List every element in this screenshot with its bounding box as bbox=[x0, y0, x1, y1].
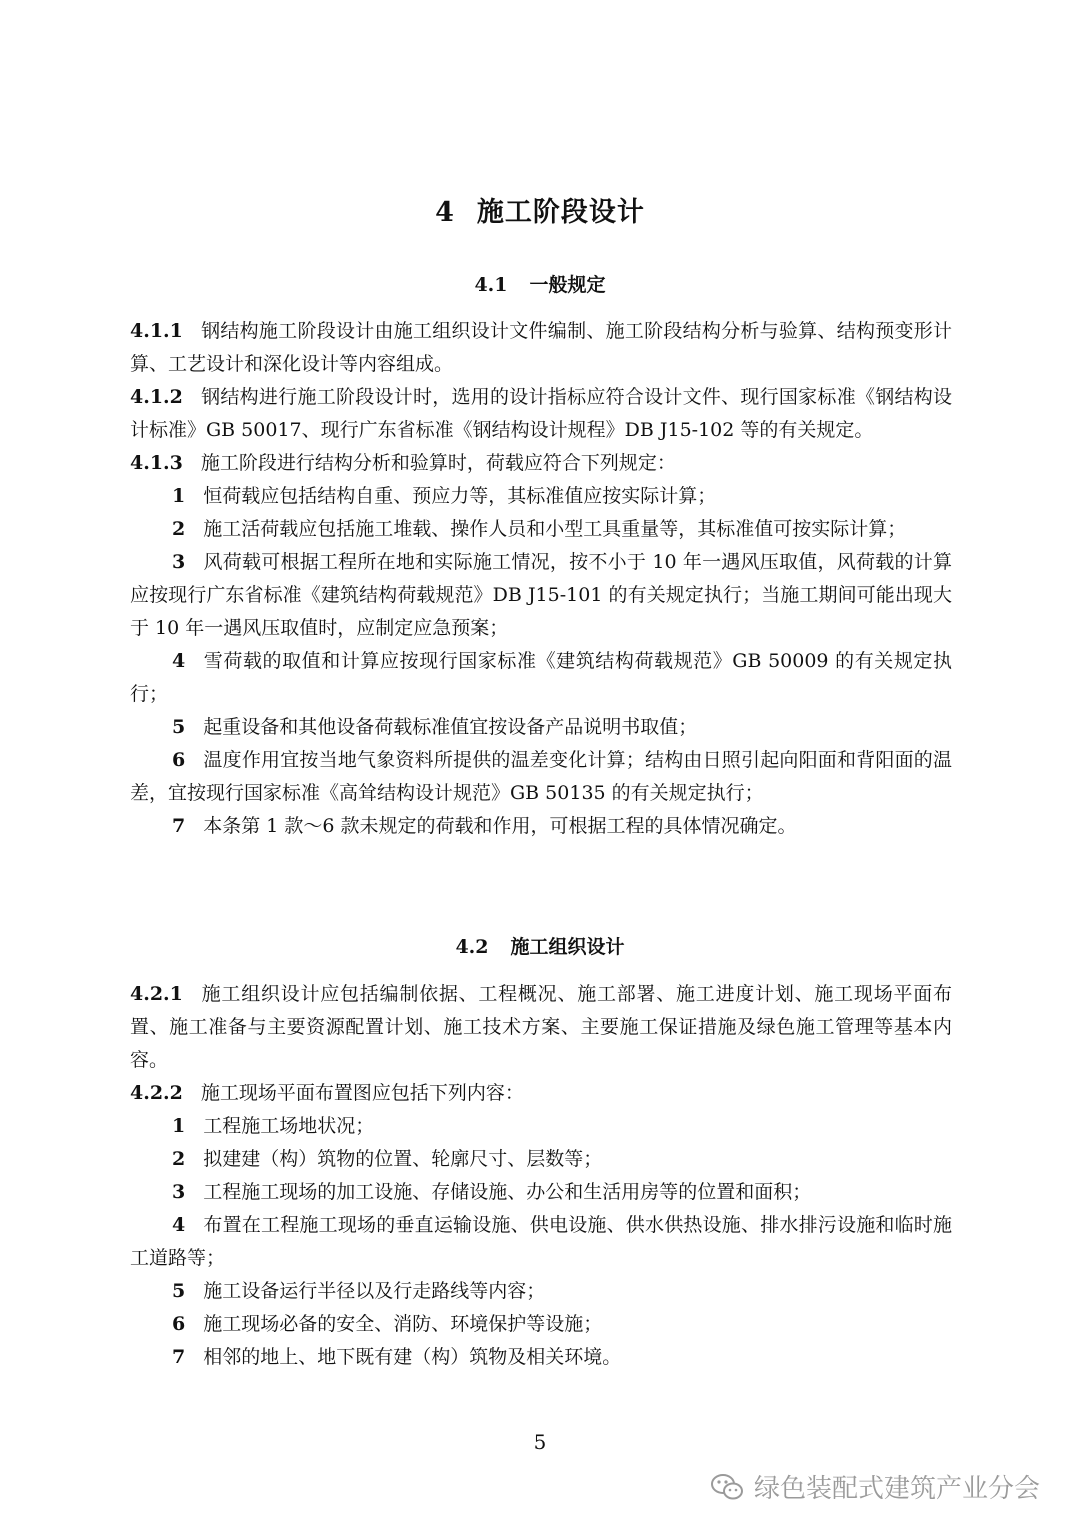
list-item: 3 风荷载可根据工程所在地和实际施工情况，按不小于 10 年一遇风压取值，风荷载的计算应按现行广东省标准《建筑结构荷载规范》DB J15-101 的有关规定执行；当施工期间可能出现大于 10 年一遇风压取值时，应制定应急预案； bbox=[130, 551, 952, 639]
chapter-number: 4 bbox=[435, 197, 455, 228]
section-number: 4.1 bbox=[474, 274, 508, 296]
section-4-1-body bbox=[130, 315, 952, 843]
list-item: 2 施工活荷载应包括施工堆载、操作人员和小型工具重量等，其标准值可按实际计算； bbox=[172, 518, 907, 540]
list-item: 6 施工现场必备的安全、消防、环境保护等设施； bbox=[172, 1313, 603, 1335]
section-heading: 一般规定 bbox=[529, 274, 606, 296]
list-item: 5 施工设备运行半径以及行走路线等内容； bbox=[172, 1280, 546, 1302]
clause-4-2-1: 4.2.1 施工组织设计应包括编制依据、工程概况、施工部署、施工进度计划、施工现场平面布置、施工准备与主要资源配置计划、施工技术方案、主要施工保证措施及绿色施工管理等基本内容。 bbox=[130, 983, 952, 1071]
section-4-1-title bbox=[0, 270, 1080, 297]
list-item: 1 工程施工场地状况； bbox=[172, 1115, 375, 1137]
clause-4-2-2: 4.2.2 施工现场平面布置图应包括下列内容： bbox=[130, 1082, 524, 1104]
chapter-heading: 施工阶段设计 bbox=[476, 197, 645, 228]
clause-4-1-2: 4.1.2 钢结构进行施工阶段设计时，选用的设计指标应符合设计文件、现行国家标准《钢结构设计标准》GB 50017、现行广东省标准《钢结构设计规程》DB J15-102 等的有关规定。 bbox=[130, 386, 952, 441]
clause-4-1-3: 4.1.3 施工阶段进行结构分析和验算时，荷载应符合下列规定： bbox=[130, 452, 676, 474]
page-number: 5 bbox=[533, 1430, 547, 1454]
watermark bbox=[710, 1468, 1040, 1505]
list-item: 7 相邻的地上、地下既有建（构）筑物及相关环境。 bbox=[172, 1346, 622, 1368]
section-4-2-title bbox=[0, 932, 1080, 959]
section-number: 4.2 bbox=[455, 936, 489, 958]
list-item: 4 布置在工程施工现场的垂直运输设施、供电设施、供水供热设施、排水排污设施和临时施工道路等； bbox=[130, 1214, 952, 1269]
section-heading: 施工组织设计 bbox=[510, 936, 625, 958]
chapter-title bbox=[0, 190, 1080, 229]
list-item: 2 拟建建（构）筑物的位置、轮廓尺寸、层数等； bbox=[172, 1148, 603, 1170]
watermark-text: 绿色装配式建筑产业分会 bbox=[753, 1474, 1040, 1504]
list-item: 5 起重设备和其他设备荷载标准值宜按设备产品说明书取值； bbox=[172, 716, 698, 738]
list-item: 4 雪荷载的取值和计算应按现行国家标准《建筑结构荷载规范》GB 50009 的有关规定执行； bbox=[130, 650, 952, 705]
wechat-icon bbox=[710, 1472, 744, 1502]
list-item: 6 温度作用宜按当地气象资料所提供的温差变化计算；结构由日照引起向阳面和背阳面的温差，宜按现行国家标准《高耸结构设计规范》GB 50135 的有关规定执行； bbox=[130, 749, 952, 804]
section-4-2-body bbox=[130, 978, 952, 1374]
clause-4-1-1: 4.1.1 钢结构施工阶段设计由施工组织设计文件编制、施工阶段结构分析与验算、结构预变形计算、工艺设计和深化设计等内容组成。 bbox=[130, 320, 952, 375]
list-item: 7 本条第 1 款～6 款未规定的荷载和作用，可根据工程的具体情况确定。 bbox=[172, 815, 797, 837]
list-item: 1 恒荷载应包括结构自重、预应力等，其标准值应按实际计算； bbox=[172, 485, 717, 507]
list-item: 3 工程施工现场的加工设施、存储设施、办公和生活用房等的位置和面积； bbox=[172, 1181, 812, 1203]
